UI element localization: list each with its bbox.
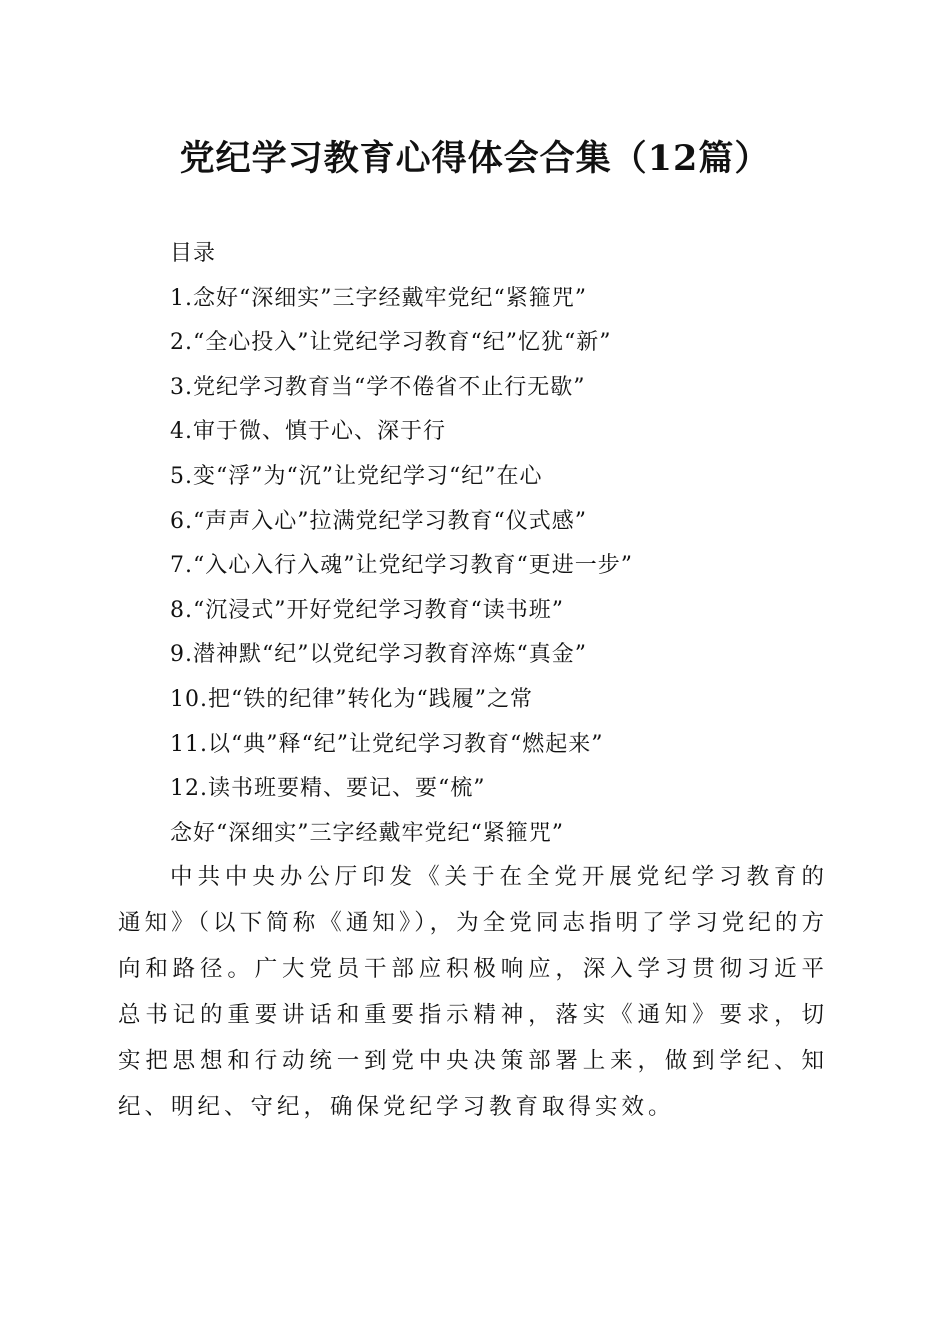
toc-item: 6.“声声入心”拉满党纪学习教育“仪式感” [170,508,587,534]
toc-item: 5.变“浮”为“沉”让党纪学习“纪”在心 [170,463,543,489]
toc-item: 3.党纪学习教育当“学不倦省不止行无歇” [170,374,586,400]
toc-item: 10.把“铁的纪律”转化为“践履”之常 [170,686,533,712]
section-heading: 念好“深细实”三字经戴牢党纪“紧箍咒” [170,820,564,846]
toc-heading: 目录 [170,241,217,266]
toc-item: 7.“入心入行入魂”让党纪学习教育“更进一步” [170,553,633,579]
toc-item: 1.念好“深细实”三字经戴牢党纪“紧箍咒” [170,285,587,311]
toc-item: 2.“全心投入”让党纪学习教育“纪”忆犹“新” [170,330,612,356]
toc-item: 9.潜神默“纪”以党纪学习教育淬炼“真金” [170,642,587,668]
body-paragraph: 中共中央办公厅印发《关于在全党开展党纪学习教育的通知》（以下简称《通知》），为全党同志指明了学习党纪的方向和路径。广大党员干部应积极响应，深入学习贯彻习近平总书记的重要讲话和重要指示精神，落实《通知》要求，切实把思想和行动统一到党中央决策部署上来，做到学纪、知纪、明纪、守纪，确保党纪学习教育取得实效。 [118,864,828,1120]
table-of-contents [170,232,870,856]
toc-item: 8.“沉浸式”开好党纪学习教育“读书班” [170,597,564,623]
toc-item: 12.读书班要精、要记、要“梳” [170,776,486,802]
toc-item: 11.以“典”释“纪”让党纪学习教育“燃起来” [170,731,604,757]
document-title: 党纪学习教育心得体会合集（12篇） [179,138,771,179]
toc-item: 4.审于微、慎于心、深于行 [170,419,446,445]
